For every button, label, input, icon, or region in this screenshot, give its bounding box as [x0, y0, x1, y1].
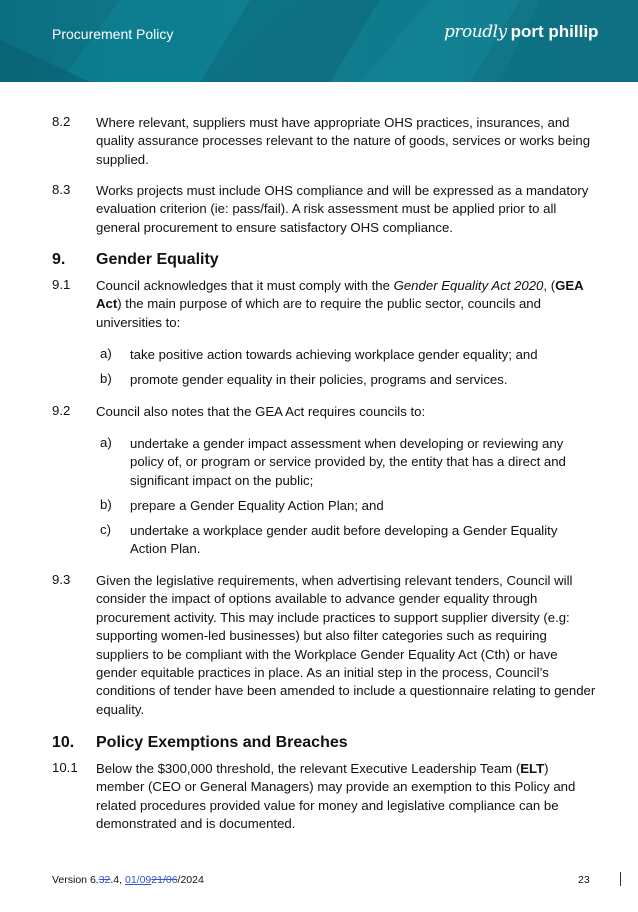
version-prefix: Version 6.: [52, 874, 99, 886]
clause-text: [96, 760, 596, 834]
list-item-text: promote gender equality in their policies, programs and services.: [130, 372, 508, 387]
date-suffix: /2024: [177, 874, 204, 886]
list-item-label: b): [100, 371, 112, 386]
list-item-label: a): [100, 435, 112, 450]
list-item-text: undertake a workplace gender audit before developing a Gender Equality Action Plan.: [130, 523, 558, 557]
clause-number: 8.2: [52, 114, 71, 129]
section-number: 9.: [52, 251, 66, 268]
act-name: Gender Equality Act 2020: [393, 278, 544, 293]
logo-bold-text: port phillip: [510, 22, 599, 41]
text-run: Below the $300,000 threshold, the relevant Executive Leadership Team (: [96, 761, 521, 776]
list-item-text: undertake a gender impact assessment when developing or reviewing any policy of, or program or service provided by, the entity that has a direct and significant impact on the public;: [130, 436, 566, 488]
clause-number: 9.2: [52, 403, 71, 418]
clause-text: Where relevant, suppliers must have appropriate OHS practices, insurances, and quality assurance processes relevant to the nature of goods, services or works being supplied.: [96, 115, 591, 167]
act-abbreviation: GEA Act: [96, 278, 584, 312]
section-number: 10.: [52, 734, 75, 751]
date-tracked-insertion: 01/09: [124, 874, 152, 886]
document-title: Procurement Policy: [52, 26, 174, 42]
clause-number: 8.3: [52, 182, 71, 197]
section-heading: Policy Exemptions and Breaches: [96, 734, 348, 751]
clause-number: 9.1: [52, 277, 71, 292]
text-run: Council acknowledges that it must comply with the: [96, 278, 394, 293]
footer-version: [52, 874, 204, 886]
clause-number: 10.1: [52, 760, 78, 775]
section-heading: Gender Equality: [96, 251, 219, 268]
version-mid: .4,: [110, 874, 125, 886]
list-item-label: c): [100, 522, 111, 537]
clause-text: Council also notes that the GEA Act requires councils to:: [96, 404, 426, 419]
logo-script-text: proudly: [444, 22, 507, 42]
date-tracked-deletion: 21/06: [151, 874, 178, 886]
clause-text: Given the legislative requirements, when advertising relevant tenders, Council will consider the impact of options available to advance gender equality through procurement activity. This may include practices to support supplier diversity (e.g: supporting women-led businesses) but also filter categories such as requiring suppliers to be compliant with the Workplace Gender Equality Act (Cth) or have gender equitable practices in place. As an initial step in the process, Council’s conditions of tender have been amended to include a questionnaire relating to gender equality.: [96, 573, 596, 717]
list-item-label: b): [100, 497, 112, 512]
port-phillip-logo: [444, 22, 598, 42]
text-run: ) the main purpose of which are to require the public sector, councils and universities to:: [96, 296, 541, 330]
elt-abbreviation: ELT: [520, 761, 545, 776]
clause-text: Works projects must include OHS compliance and will be expressed as a mandatory evaluation criterion (ie: pass/fail). A risk assessment must be applied prior to all general procurement to ensure satisfactory OHS compliance.: [96, 183, 589, 235]
clause-text: [96, 277, 596, 332]
page-header: [0, 0, 638, 82]
text-run: , (: [543, 278, 556, 293]
list-item-text: take positive action towards achieving workplace gender equality; and: [130, 347, 538, 362]
list-item-label: a): [100, 346, 112, 361]
clause-number: 9.3: [52, 572, 71, 587]
version-tracked-deletion: 32: [98, 874, 111, 886]
list-item-text: prepare a Gender Equality Action Plan; and: [130, 498, 384, 513]
page-number: 23: [578, 874, 590, 886]
text-run: ) member (CEO or General Managers) may provide an exemption to this Policy and related procedures provided value for money and legislative compliance can be demonstrated and is documented.: [96, 761, 576, 832]
change-bar: [620, 872, 621, 886]
